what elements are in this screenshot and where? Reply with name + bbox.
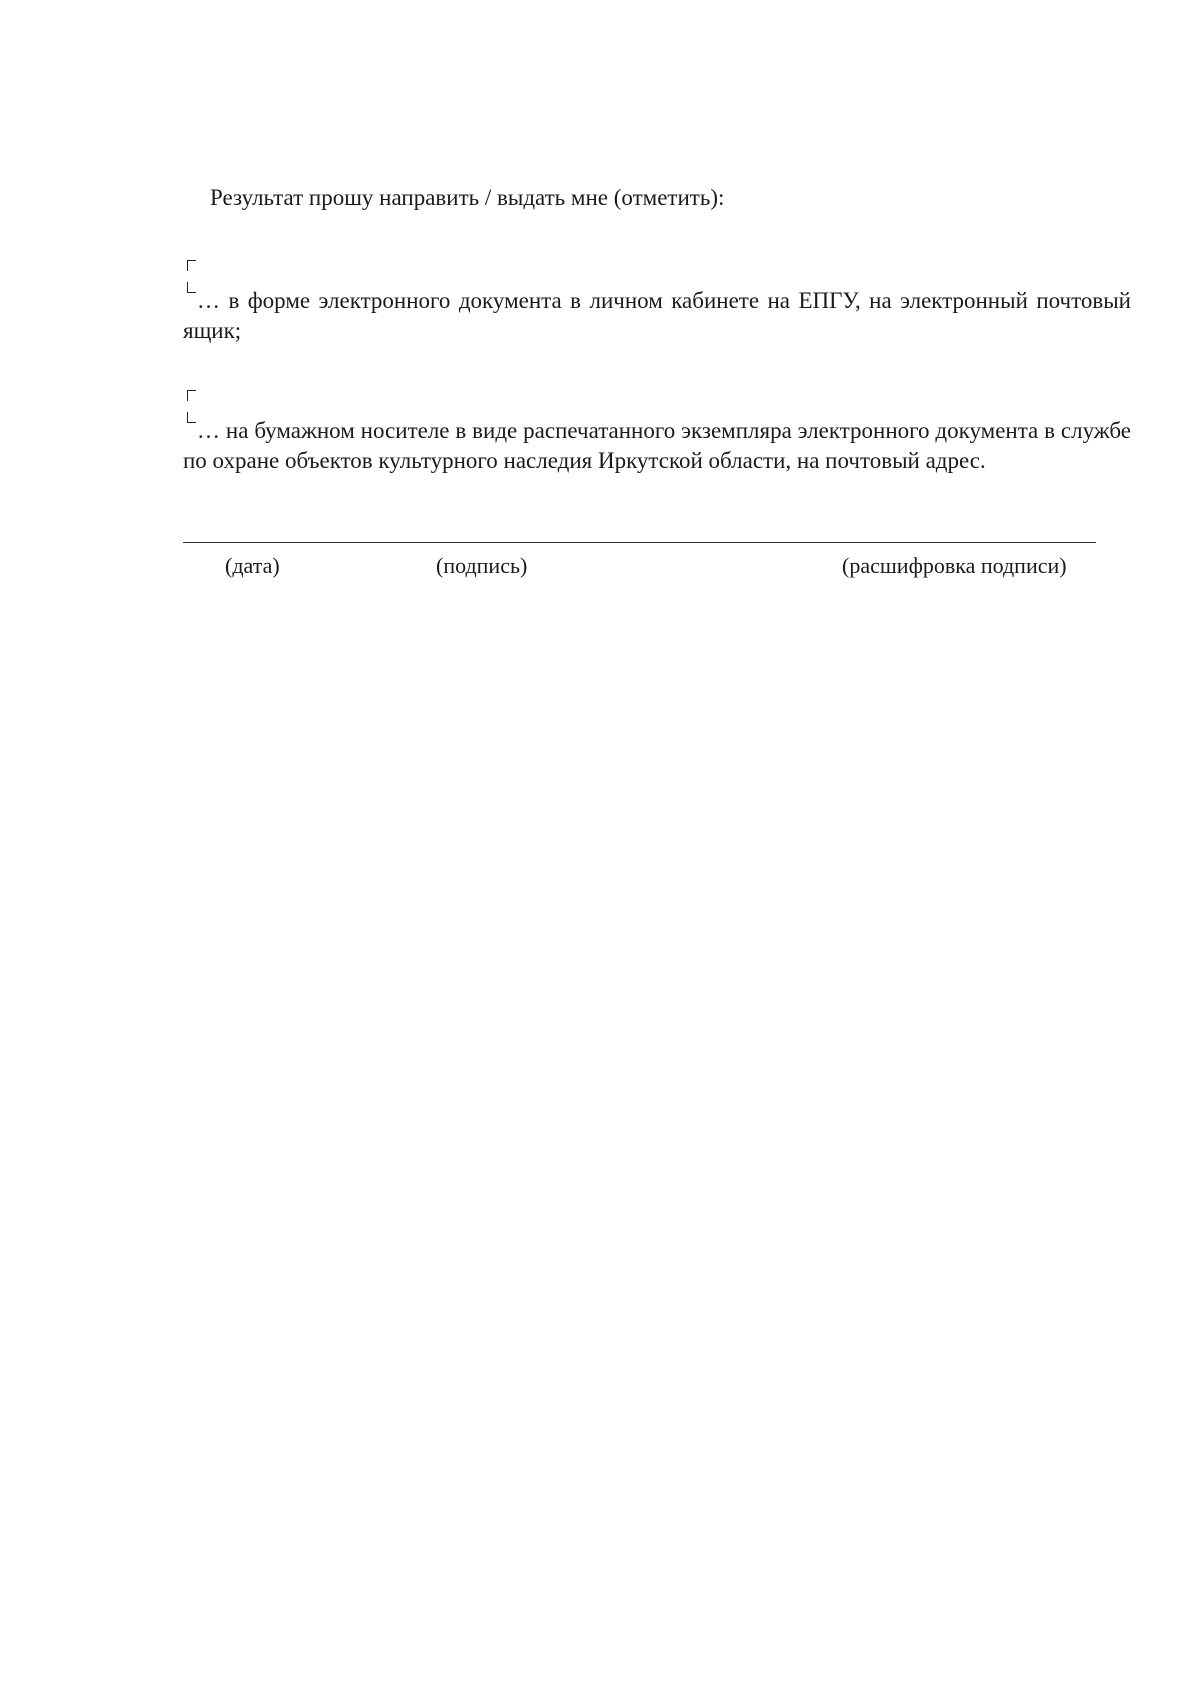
option-text: … в форме электронного документа в личном кабинете на ЕПГУ, на электронный почтовый ящик; xyxy=(183,288,1131,343)
bracket-top-corner xyxy=(187,260,196,271)
signature-line xyxy=(183,542,1096,543)
date-label: (дата) xyxy=(225,553,280,578)
bracket-top-corner xyxy=(187,390,196,401)
signature-label: (подпись) xyxy=(436,553,528,578)
request-instruction: Результат прошу направить / выдать мне (отметить): xyxy=(210,185,725,210)
signature-decode-label: (расшифровка подписи) xyxy=(842,553,1067,578)
option-text: … на бумажном носителе в виде распечатанного экземпляра электронного документа в службе по охране объектов культурного наследия Иркутской области, на почтовый адрес. xyxy=(183,418,1131,473)
